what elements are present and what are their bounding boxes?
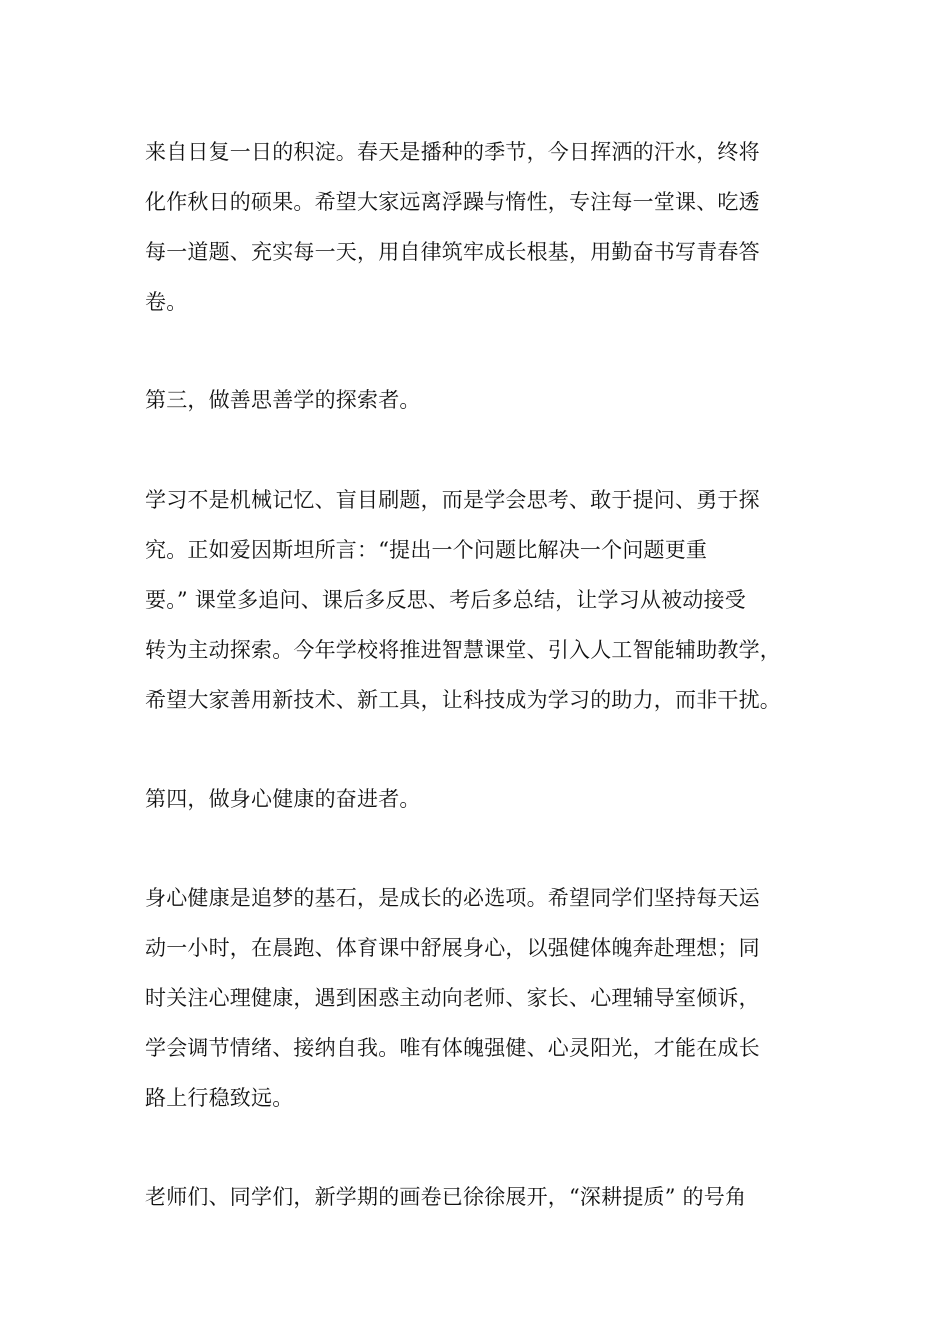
text-line: 学会调节情绪、接纳自我。唯有体魄强健、心灵阳光，才能在成长 bbox=[145, 1036, 760, 1060]
text-line: 第四，做身心健康的奋进者。 bbox=[145, 787, 421, 811]
text-line: 究。正如爱因斯坦所言：“提出一个问题比解决一个问题更重 bbox=[145, 538, 708, 562]
paragraph-learning bbox=[145, 475, 825, 725]
text-line: 转为主动探索。今年学校将推进智慧课堂、引入人工智能辅助教学， bbox=[145, 638, 781, 662]
paragraph-diligence-ending bbox=[145, 127, 825, 327]
text-line: 要。” 课堂多追问、课后多反思、考后多总结，让学习从被动接受 bbox=[145, 588, 746, 612]
text-line: 动一小时，在晨跑、体育课中舒展身心，以强健体魄奔赴理想；同 bbox=[145, 936, 760, 960]
paragraph-health bbox=[145, 873, 825, 1123]
text-line: 来自日复一日的积淀。春天是播种的季节，今日挥洒的汗水，终将 bbox=[145, 140, 760, 164]
text-line: 希望大家善用新技术、新工具，让科技成为学习的助力，而非干扰。 bbox=[145, 688, 781, 712]
paragraph-closing bbox=[145, 1172, 825, 1222]
text-line: 老师们、同学们，新学期的画卷已徐徐展开，“深耕提质” 的号角 bbox=[145, 1185, 747, 1209]
text-line: 化作秋日的硕果。希望大家远离浮躁与惰性，专注每一堂课、吃透 bbox=[145, 190, 760, 214]
text-line: 身心健康是追梦的基石，是成长的必选项。希望同学们坚持每天运 bbox=[145, 886, 760, 910]
section-heading-third bbox=[145, 375, 825, 425]
text-line: 时关注心理健康，遇到困惑主动向老师、家长、心理辅导室倾诉， bbox=[145, 986, 760, 1010]
text-line: 卷。 bbox=[145, 290, 188, 314]
text-line: 每一道题、充实每一天，用自律筑牢成长根基，用勤奋书写青春答 bbox=[145, 240, 760, 264]
text-line: 学习不是机械记忆、盲目刷题，而是学会思考、敢于提问、勇于探 bbox=[145, 488, 760, 512]
text-line: 第三，做善思善学的探索者。 bbox=[145, 388, 421, 412]
section-heading-fourth bbox=[145, 774, 825, 824]
text-line: 路上行稳致远。 bbox=[145, 1086, 294, 1110]
